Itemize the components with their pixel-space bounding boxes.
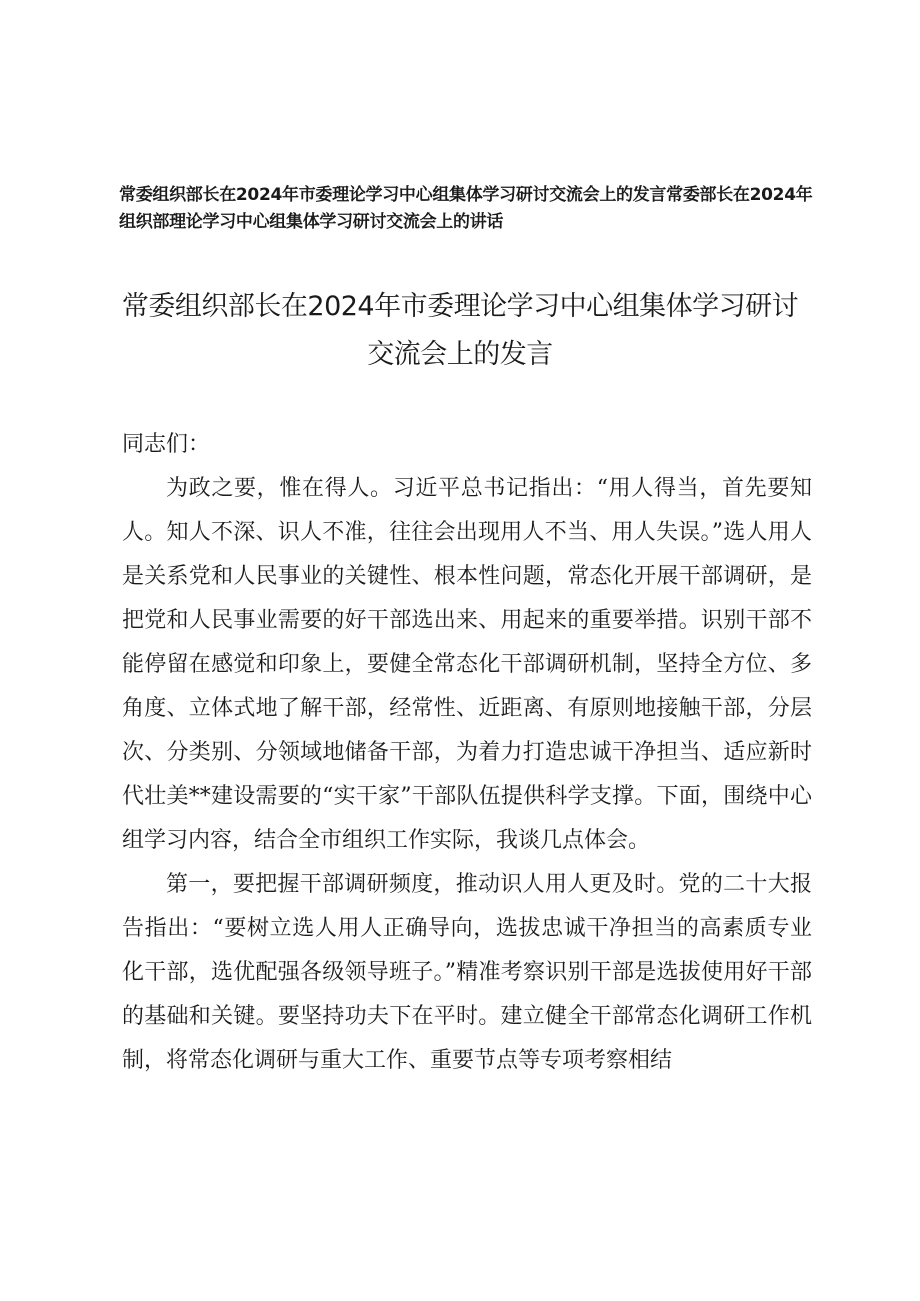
- document-heading: 常委组织部长在2024年市委理论学习中心组集体学习研讨交流会上的发言常委部长在2024年组织部理论学习中心组集体学习研讨交流会上的讲话: [119, 185, 813, 232]
- salutation: 同志们：: [122, 432, 211, 457]
- paragraph-first-point: 第一，要把握干部调研频度，推动识人用人更及时。党的二十大报告指出：“要树立选人用人正确导向，选拔忠诚干净担当的高素质专业化干部，选优配强各级领导班子。”精准考察识别干部是选拔使用好干部的基础和关键。要坚持功夫下在平时。建立健全干部常态化调研工作机制，将常态化调研与重大工作、重要节点等专项考察相结: [122, 872, 812, 1073]
- speech-body: [122, 423, 812, 1083]
- paragraph-intro: 为政之要，惟在得人。习近平总书记指出：“用人得当，首先要知人。知人不深、识人不准，往往会出现用人不当、用人失误。”选人用人是关系党和人民事业的关键性、根本性问题，常态化开展干部调研，是把党和人民事业需要的好干部选出来、用起来的重要举措。识别干部不能停留在感觉和印象上，要健全常态化干部调研机制，坚持全方位、多角度、立体式地了解干部，经常性、近距离、有原则地接触干部，分层次、分类别、分领域地储备干部，为着力打造忠诚干净担当、适应新时代壮美**建设需要的“实干家”干部队伍提供科学支撑。下面，围绕中心组学习内容，结合全市组织工作实际，我谈几点体会。: [122, 476, 812, 853]
- speech-title: 常委组织部长在2024年市委理论学习中心组集体学习研讨交流会上的发言: [121, 291, 799, 370]
